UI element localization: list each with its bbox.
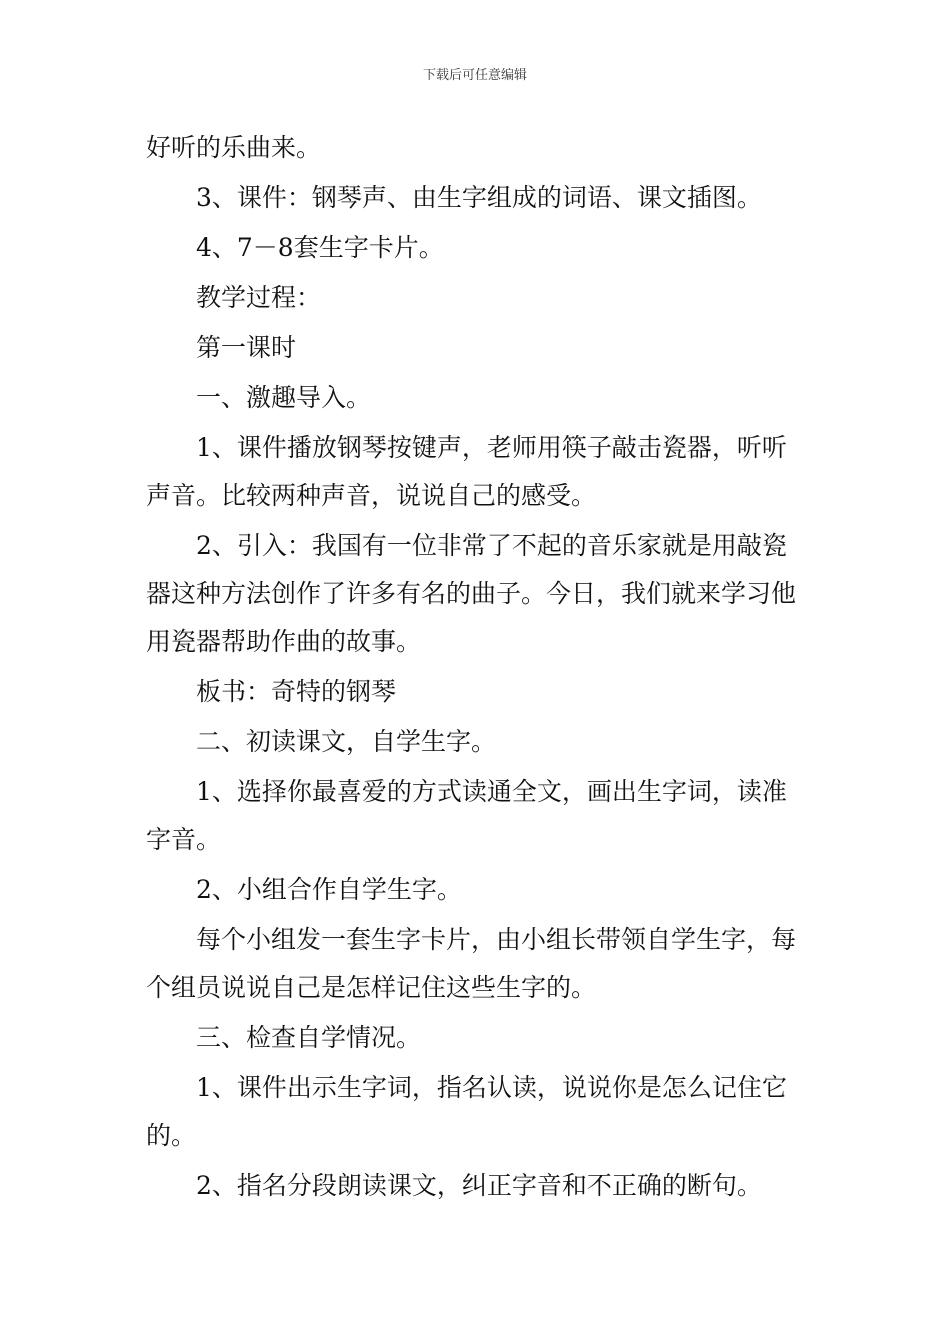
paragraph: 2、小组合作自学生字。 bbox=[196, 875, 462, 904]
section-heading: 教学过程： bbox=[196, 283, 322, 312]
paragraph: 1、选择你最喜爱的方式读通全文，画出生字词，读准字音。 bbox=[146, 777, 787, 854]
page-header: 下载后可任意编辑 bbox=[422, 68, 527, 83]
section-heading: 二、初读课文，自学生字。 bbox=[196, 727, 497, 756]
paragraph: 板书：奇特的钢琴 bbox=[196, 677, 397, 706]
paragraph: 2、指名分段朗读课文，纠正字音和不正确的断句。 bbox=[196, 1171, 762, 1200]
document-body bbox=[146, 124, 806, 1212]
paragraph: 1、课件播放钢琴按键声，老师用筷子敲击瓷器，听听声音。比较两种声音，说说自己的感受。 bbox=[146, 433, 787, 510]
paragraph: 1、课件出示生字词，指名认读，说说你是怎么记住它的。 bbox=[146, 1073, 787, 1150]
paragraph: 4、7－8套生字卡片。 bbox=[196, 233, 444, 262]
section-heading: 一、激趣导入。 bbox=[196, 383, 372, 412]
paragraph: 2、引入：我国有一位非常了不起的音乐家就是用敲瓷器这种方法创作了许多有名的曲子。今日，我们就来学习他用瓷器帮助作曲的故事。 bbox=[146, 531, 797, 656]
paragraph: 3、课件：钢琴声、由生字组成的词语、课文插图。 bbox=[196, 183, 762, 212]
section-heading: 第一课时 bbox=[196, 333, 297, 362]
paragraph: 每个小组发一套生字卡片，由小组长带领自学生字，每个组员说说自己是怎样记住这些生字的。 bbox=[146, 925, 797, 1002]
paragraph: 好听的乐曲来。 bbox=[146, 133, 322, 162]
section-heading: 三、检查自学情况。 bbox=[196, 1023, 422, 1052]
